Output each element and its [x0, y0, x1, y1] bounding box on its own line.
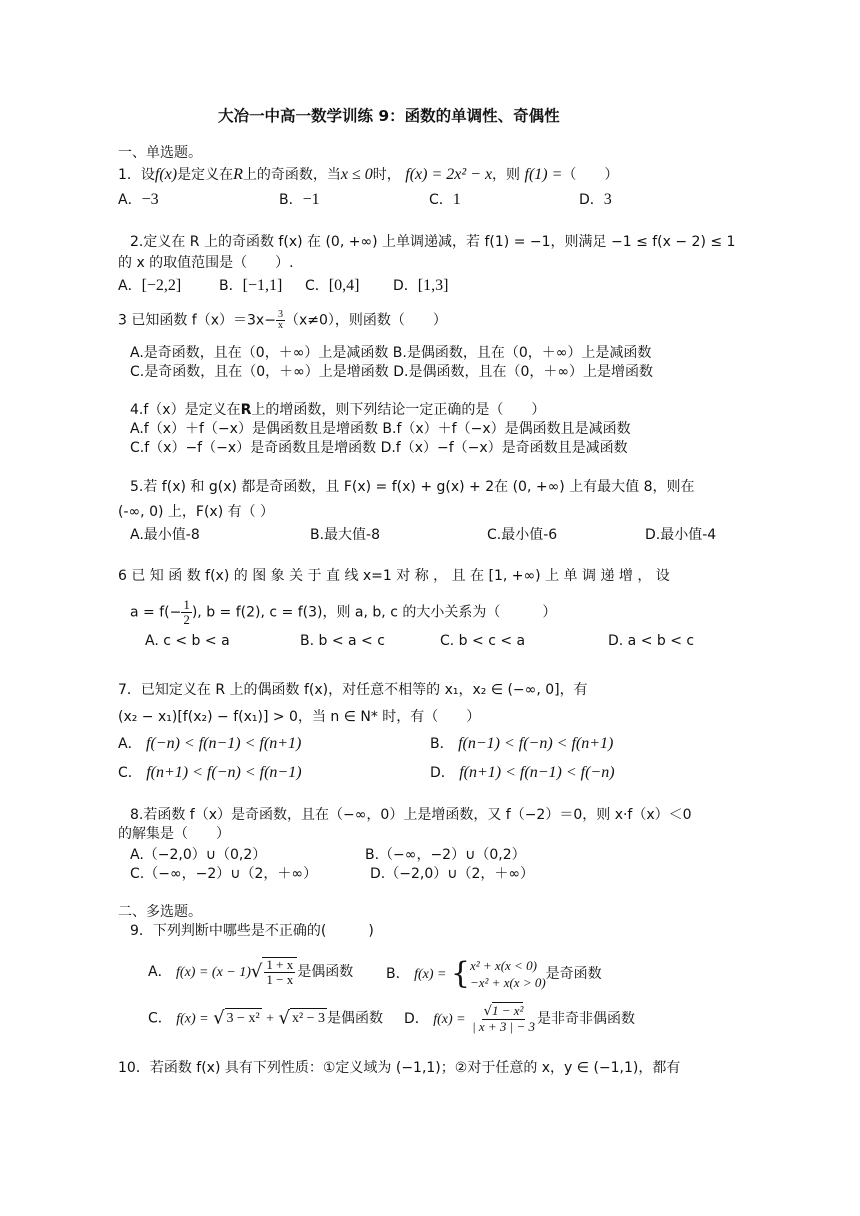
q7-option-a: A． f(−n) < f(n−1) < f(n+1) [118, 735, 302, 752]
question-2-line2: 的 x 的取值范围是（ ）. [118, 255, 294, 271]
q5-option-a: A.最小值-8 [130, 527, 200, 543]
question-3-line2: A.是奇函数，且在（0，＋∞）上是减函数 B.是偶函数，且在（0，＋∞）上是减函数 [130, 345, 652, 361]
question-9-line1: 9．下列判断中哪些是不正确的( ) [130, 923, 374, 939]
question-4-line3: C.f（x）−f（−x）是奇函数且是增函数 D.f（x）−f（−x）是奇函数且是减函数 [130, 440, 628, 456]
question-5-line1: 5.若 f(x) 和 g(x) 都是奇函数，且 F(x) = f(x) + g(x) + 2在 (0, +∞) 上有最大值 8，则在 [130, 479, 695, 495]
question-3-line1: 3 已知函数 f（x）＝3x− $\frac{3}{x}$ （x≠0），则函数（ ） [118, 309, 447, 331]
question-2-line1: 2.定义在 R 上的奇函数 f(x) 在 (0, +∞) 上单调递减，若 f(1) = −1，则满足 −1 ≤ f(x − 2) ≤ 1 [130, 234, 736, 250]
section-multiple-choice: 二、多选题。 [118, 904, 202, 920]
question-7-line1: 7．已知定义在 R 上的偶函数 f(x)，对任意不相等的 x₁，x₂ ∈ (−∞, 0]，有 [118, 682, 588, 698]
q2-option-c: C．[0,4] [305, 277, 360, 294]
q8-option-b: B.（−∞，−2）∪（0,2） [365, 847, 526, 863]
question-8-line1: 8.若函数 f（x）是奇函数，且在（−∞，0）上是增函数，又 f（−2）＝0，则 x·f（x）＜0 [130, 807, 692, 823]
q7-option-d: D． f(n+1) < f(n−1) < f(−n) [430, 764, 615, 781]
q2-option-d: D．[1,3] [393, 277, 449, 294]
q9-option-a: A． f(x) = (x − 1)√ $\frac{1 + x}{1 - x}$ 是偶函数 [148, 957, 354, 987]
q6-option-d: D. a < b < c [608, 633, 695, 649]
q9-option-b: B． f(x) = { x² + x(x < 0) −x² + x(x > 0) 是奇函数 [386, 956, 602, 991]
q9-option-d: D． f(x) = $\frac{\text{√1 − x²}}{| x + 3 | - 3}$ 是非奇非偶函数 [404, 1003, 636, 1034]
fraction: $\frac{1 + x}{1 - x}$ [266, 957, 294, 987]
q5-option-c: C.最小值-6 [487, 527, 558, 543]
q5-option-b: B.最大值-8 [310, 527, 381, 543]
q6-option-c: C. b < c < a [440, 633, 526, 649]
question-7-line2: (x₂ − x₁)[f(x₂) − f(x₁)] > 0，当 n ∈ N* 时，有（ ） [118, 709, 481, 725]
q8-option-d: D.（−2,0）∪（2，＋∞） [370, 866, 535, 882]
q9-option-c: C． f(x) = √ 3 − x² + √ x² − 3 是偶函数 [148, 1007, 384, 1029]
q8-option-a: A.（−2,0）∪（0,2） [130, 847, 267, 863]
q6-option-a: A. c < b < a [145, 633, 230, 649]
q7-option-b: B． f(n−1) < f(−n) < f(n+1) [430, 735, 614, 752]
fraction: $\frac{1}{2}$ [183, 597, 190, 627]
brace: { [450, 956, 470, 991]
q5-option-d: D.最小值-4 [645, 527, 717, 543]
question-4-line2: A.f（x）＋f（−x）是偶函数且是增函数 B.f（x）＋f（−x）是偶函数且是减函数 [130, 421, 631, 437]
q1-option-c: C．1 [429, 191, 461, 208]
q2-option-a: A．[−2,2] [118, 277, 182, 294]
question-3-line3: C.是奇函数，且在（0，＋∞）上是增函数 D.是偶函数，且在（0，＋∞）上是增函数 [130, 364, 654, 380]
question-10-line1: 10．若函数 f(x) 具有下列性质：①定义域为 (−1,1)；②对于任意的 x，y ∈ (−1,1)，都有 [118, 1060, 681, 1076]
question-8-line2: 的解集是（ ） [118, 826, 230, 842]
question-6-line1: 6 已 知 函 数 f(x) 的 图 象 关 于 直 线 x=1 对 称 ， 且 在 [1, +∞) 上 单 调 递 增 ， 设 [118, 568, 670, 584]
q1-option-a: A．−3 [118, 191, 159, 208]
fraction: $\frac{3}{x}$ [277, 309, 283, 331]
fraction: $\frac{\text{√1 − x²}}{| x + 3 | - 3}$ [472, 1003, 536, 1034]
q6-option-b: B. b < a < c [300, 633, 385, 649]
q2-option-b: B．[−1,1] [219, 277, 283, 294]
q1-option-d: D．3 [579, 191, 612, 208]
question-5-line2: (-∞, 0) 上，F(x) 有（ ） [118, 504, 275, 520]
section-single-choice: 一、单选题。 [118, 145, 202, 161]
question-4-line1: 4.f（x）是定义在R上的增函数，则下列结论一定正确的是（ ） [130, 402, 546, 418]
q8-option-c: C.（−∞，−2）∪（2，＋∞） [130, 866, 318, 882]
question-1: 1．设f(x)是定义在R上的奇函数，当x ≤ 0时， f(x) = 2x² − x，则 f(1) =（ ） [118, 166, 619, 183]
page-title: 大冶一中高一数学训练 9：函数的单调性、奇偶性 [218, 107, 560, 125]
question-6-line2: a = f(− $\frac{1}{2}$ ), b = f(2), c = f(3)，则 a, b, c 的大小关系为（ ） [130, 597, 557, 627]
q1-option-b: B．−1 [279, 191, 320, 208]
q7-option-c: C． f(n+1) < f(−n) < f(n−1) [118, 764, 302, 781]
